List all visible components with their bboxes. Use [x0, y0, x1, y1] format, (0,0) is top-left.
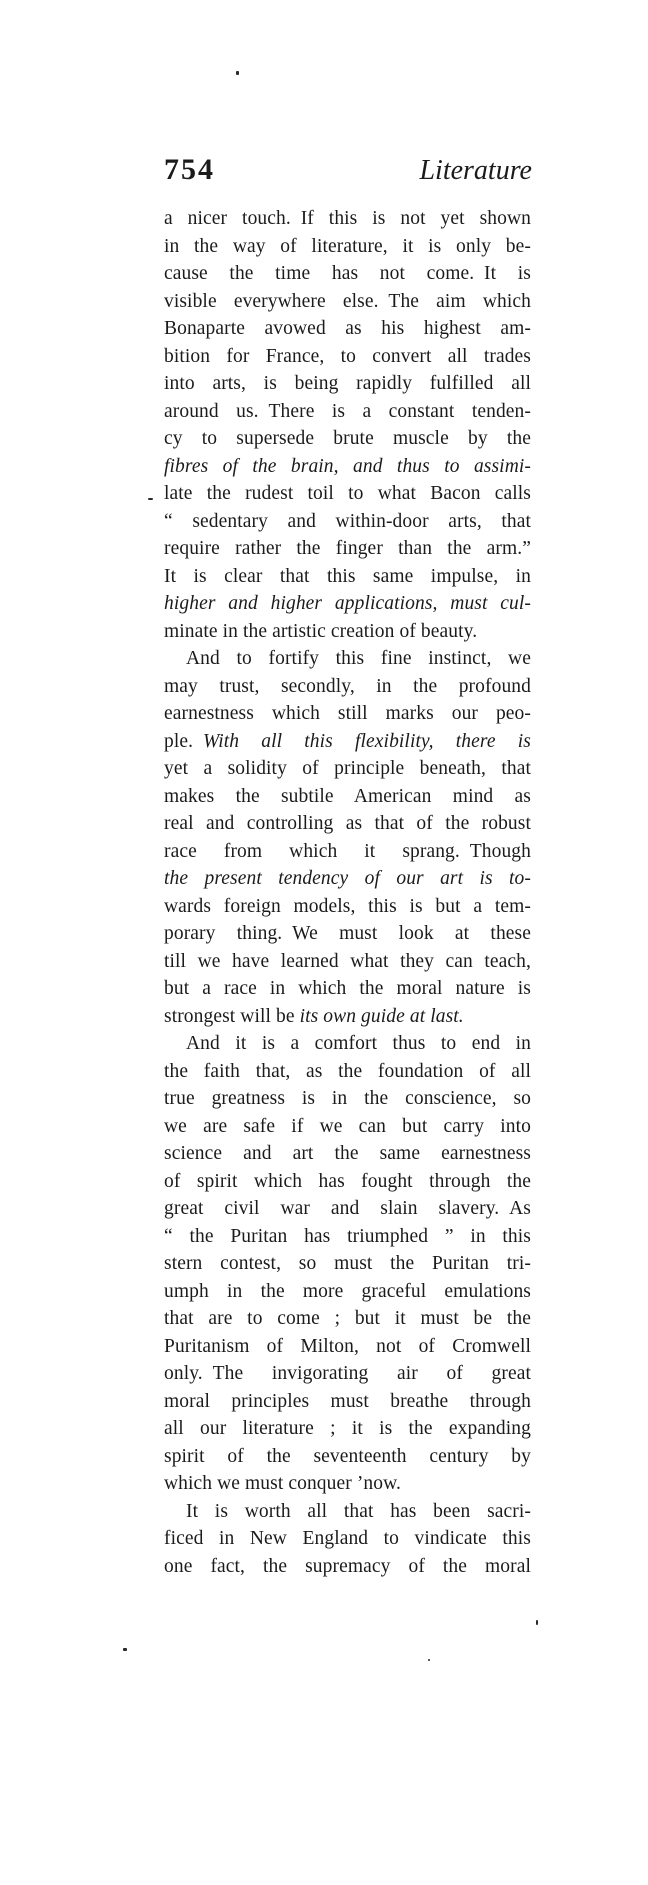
text-line [164, 838, 531, 866]
text-segment: earnestness which still marks our peo- [164, 703, 531, 724]
text-segment: Puritanism of Milton, not of Cromwell [164, 1335, 531, 1357]
text-line [164, 343, 531, 371]
running-title: Literature [419, 155, 532, 186]
text-segment: in the way of literature, it is only be- [164, 235, 531, 257]
text-segment: that are to come ; but it must be the [164, 1308, 531, 1329]
text-segment: fibres of the brain, and thus to assimi- [164, 455, 531, 477]
text-segment: Bonaparte avowed as his highest am- [164, 318, 531, 339]
text-segment: ficed in New England to vindicate this [164, 1528, 531, 1549]
text-segment: only. The invigorating air of great [164, 1363, 531, 1384]
text-segment: minate in the artistic creation of beauty. [164, 620, 478, 642]
text-line [164, 1388, 531, 1416]
text-line [164, 398, 531, 426]
text-segment: into arts, is being rapidly fulfilled all [164, 373, 531, 394]
text-line [164, 563, 531, 591]
text-segment: we are safe if we can but carry into [164, 1115, 531, 1137]
text-line [164, 645, 531, 673]
text-line [164, 783, 531, 811]
text-line [164, 1305, 531, 1333]
text-segment: real and controlling as that of the robust [164, 813, 531, 834]
text-line [164, 893, 531, 921]
text-segment: spirit of the seventeenth century by [164, 1445, 531, 1467]
text-segment: With all this flexibility, there is [202, 730, 531, 752]
text-segment: race from which it sprang. Though [164, 840, 531, 862]
text-segment: which we must conquer ’now. [164, 1473, 402, 1494]
text-segment: bition for France, to convert all trades [164, 345, 531, 367]
text-line [164, 1140, 531, 1168]
text-segment: may trust, secondly, in the profound [164, 675, 531, 697]
text-line [164, 233, 531, 261]
text-segment: all our literature ; it is the expanding [164, 1418, 531, 1439]
text-line [164, 673, 531, 701]
text-line [164, 1250, 531, 1278]
text-segment: true greatness is in the conscience, so [164, 1088, 531, 1109]
scan-speck [536, 1620, 538, 1625]
scan-speck [236, 71, 239, 75]
text-segment: of spirit which has fought through the [164, 1170, 531, 1192]
text-segment: require rather the finger than the arm.” [164, 538, 531, 559]
text-line [164, 1195, 531, 1223]
text-segment: porary thing. We must look at these [164, 923, 531, 944]
text-line [164, 755, 531, 783]
text-segment: one fact, the supremacy of the moral [164, 1555, 531, 1577]
text-line [164, 1498, 531, 1526]
text-line [164, 1113, 531, 1141]
text-segment: cy to supersede brute muscle by the [164, 428, 531, 449]
text-segment: makes the subtile American mind as [164, 785, 531, 807]
text-line [164, 1168, 531, 1196]
text-segment: till we have learned what they can teach, [164, 950, 531, 972]
text-line [164, 508, 531, 536]
text-segment: yet a solidity of principle beneath, that [164, 758, 531, 779]
text-segment: its own guide at last. [299, 1005, 464, 1027]
scan-speck [123, 1648, 127, 1651]
scan-speck [428, 1659, 430, 1661]
text-line [164, 1525, 531, 1553]
text-segment: “ the Puritan has triumphed ” in this [164, 1225, 531, 1247]
text-line [164, 1003, 531, 1031]
text-segment: It is clear that this same impulse, in [164, 565, 531, 587]
page-number: 754 [164, 153, 215, 186]
text-line [164, 590, 531, 618]
text-line [164, 1470, 531, 1498]
text-segment: wards foreign models, this is but a tem- [164, 895, 531, 917]
text-line [164, 425, 531, 453]
text-segment: the present tendency of our art is to- [164, 868, 531, 889]
text-line [164, 288, 531, 316]
text-line [164, 865, 531, 893]
text-line [164, 618, 531, 646]
text-segment: stern contest, so must the Puritan tri- [164, 1253, 531, 1274]
text-segment: cause the time has not come. It is [164, 263, 531, 284]
text-column [164, 205, 531, 1580]
text-line [164, 205, 531, 233]
text-line [164, 260, 531, 288]
text-line [164, 975, 531, 1003]
text-segment: And to fortify this fine instinct, we [186, 648, 531, 669]
text-segment: “ sedentary and within-door arts, that [164, 510, 531, 532]
text-line [164, 920, 531, 948]
text-line [164, 1415, 531, 1443]
text-line [164, 1278, 531, 1306]
text-segment: great civil war and slain slavery. As [164, 1198, 531, 1219]
text-segment: but a race in which the moral nature is [164, 978, 531, 999]
text-line [164, 1333, 531, 1361]
text-line [164, 1085, 531, 1113]
text-line [164, 315, 531, 343]
page-header [164, 153, 532, 187]
text-line [164, 728, 531, 756]
text-segment: visible everywhere else. The aim which [164, 290, 531, 312]
text-segment: moral principles must breathe through [164, 1390, 531, 1412]
text-segment: ple. [164, 730, 203, 752]
text-segment: a nicer touch. If this is not yet shown [164, 208, 531, 229]
text-segment: umph in the more graceful emulations [164, 1280, 531, 1302]
text-line [164, 1360, 531, 1388]
text-line [164, 700, 531, 728]
text-segment: It is worth all that has been sacri- [186, 1500, 531, 1522]
text-line [164, 1443, 531, 1471]
text-line [164, 948, 531, 976]
text-line [164, 1553, 531, 1581]
text-line [164, 1223, 531, 1251]
text-segment: late the rudest toil to what Bacon calls [164, 483, 531, 504]
text-line [164, 1058, 531, 1086]
text-segment: the faith that, as the foundation of all [164, 1060, 531, 1082]
text-segment: higher and higher applications, must cul- [164, 593, 531, 614]
text-segment: around us. There is a constant tenden- [164, 400, 531, 422]
text-segment: science and art the same earnestness [164, 1143, 531, 1164]
text-line [164, 810, 531, 838]
text-line [164, 1030, 531, 1058]
text-line [164, 453, 531, 481]
text-segment: strongest will be [164, 1005, 300, 1027]
text-segment: And it is a comfort thus to end in [186, 1033, 531, 1054]
text-line [164, 535, 531, 563]
text-line [164, 480, 531, 508]
text-line [164, 370, 531, 398]
scan-speck [148, 498, 153, 500]
